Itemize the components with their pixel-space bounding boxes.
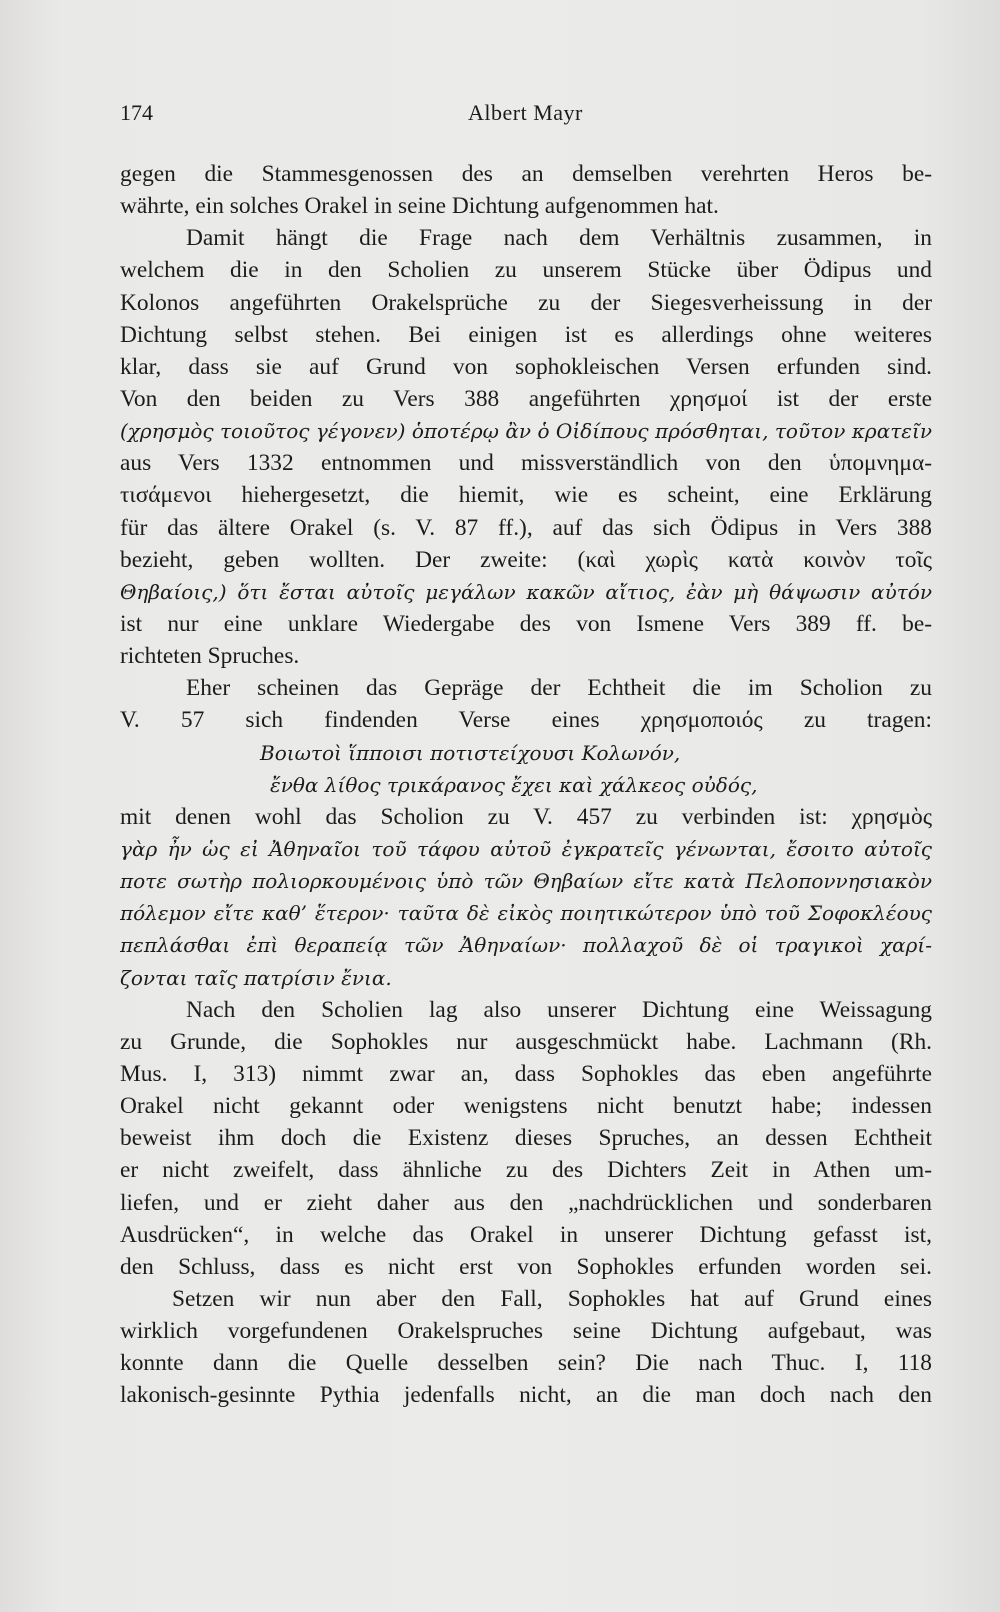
text-line: ist nur eine unklare Wiedergabe des von Ismene Vers 389 ff. be-	[120, 610, 932, 637]
text-line: V. 57 sich findenden Verse eines χρησμοποιός zu tragen:	[120, 707, 932, 734]
text-line: τισάμενοι hiehergesetzt, die hiemit, wie es scheint, eine Erklärung	[120, 482, 932, 509]
text-line: den Schluss, dass es nicht erst von Sophokles erfunden worden sei.	[120, 1253, 932, 1280]
text-line: mit denen wohl das Scholion zu V. 457 zu verbinden ist: χρησμὸς	[120, 803, 932, 830]
text-line: Orakel nicht gekannt oder wenigstens nicht benutzt habe; indessen	[120, 1093, 932, 1120]
page-header	[120, 100, 930, 130]
text-line: lakonisch-gesinnte Pythia jedenfalls nicht, an die man doch nach den	[120, 1382, 932, 1409]
text-line: für das ältere Orakel (s. V. 87 ff.), auf das sich Ödipus in Vers 388	[120, 514, 932, 541]
greek-text-line: (χρησμὸς τοιοῦτος γέγονεν) ὁποτέρῳ ἂν ὁ Οἰδίπους πρόσθηται, τοῦτον κρατεῖν	[120, 419, 932, 444]
text-line: Damit hängt die Frage nach dem Verhältnis zusammen, in	[186, 225, 932, 252]
text-line: konnte dann die Quelle desselben sein? Die nach Thuc. I, 118	[120, 1350, 932, 1377]
text-line: gegen die Stammesgenossen des an demselben verehrten Heros be-	[120, 161, 932, 187]
text-line: welchem die in den Scholien zu unserem Stücke über Ödipus und	[120, 257, 932, 284]
text-line: Kolonos angeführten Orakelsprüche zu der Siegesverheissung in der	[120, 289, 932, 316]
text-line: zu Grunde, die Sophokles nur ausgeschmückt habe. Lachmann (Rh.	[120, 1028, 932, 1055]
greek-text-line: πόλεμον εἴτε καθ’ ἕτερον· ταῦτα δὲ εἰκὸς ποιητικώτερον ὑπὸ τοῦ Σοφοκλέους	[120, 901, 932, 926]
text-line: aus Vers 1332 entnommen und missverständlich von den ὑπομνημα-	[120, 450, 932, 477]
text-line: liefen, und er zieht daher aus den „nachdrücklichen und sonderbaren	[120, 1189, 932, 1216]
text-line: Nach den Scholien lag also unserer Dichtung eine Weissagung	[186, 996, 932, 1023]
oracle-verse-line: ἔνθα λίθος τρικάρανος ἔχει καὶ χάλκεος οὐδός,	[270, 772, 758, 797]
text-line: wirklich vorgefundenen Orakelspruches seine Dichtung aufgebaut, was	[120, 1318, 932, 1345]
text-line: beweist ihm doch die Existenz dieses Spruches, an dessen Echtheit	[120, 1125, 932, 1152]
oracle-verse-line: Βοιωτοὶ ἵπποισι ποτιστείχουσι Κολωνόν,	[260, 740, 681, 765]
text-line: Mus. I, 313) nimmt zwar an, dass Sophokles das eben angeführte	[120, 1060, 932, 1087]
text-line: er nicht zweifelt, dass ähnliche zu des Dichters Zeit in Athen um-	[120, 1157, 932, 1184]
text-line: klar, dass sie auf Grund von sophokleischen Versen erfunden sind.	[120, 353, 932, 380]
text-line: richteten Spruches.	[120, 643, 300, 670]
running-head: Albert Mayr	[468, 100, 583, 125]
greek-text-line: γὰρ ἦν ὡς εἰ Ἀθηναῖοι τοῦ τάφου αὐτοῦ ἐγκρατεῖς γένωνται, ἔσοιτο αὐτοῖς	[120, 836, 932, 861]
page-number: 174	[120, 100, 153, 125]
text-line: Von den beiden zu Vers 388 angeführten χρησμοί ist der erste	[120, 385, 932, 412]
text-line: währte, ein solches Orakel in seine Dichtung aufgenommen hat.	[120, 193, 719, 220]
text-line: Setzen wir nun aber den Fall, Sophokles hat auf Grund eines	[172, 1285, 932, 1312]
greek-text-line: ποτε σωτὴρ πολιορκουμένοις ὑπὸ τῶν Θηβαίων εἴτε κατὰ Πελοποννησιακὸν	[120, 869, 932, 894]
greek-text-line: πεπλάσθαι ἐπὶ θεραπείᾳ τῶν Ἀθηναίων· πολλαχοῦ δὲ οἱ τραγικοὶ χαρί-	[120, 933, 932, 958]
text-line: Eher scheinen das Gepräge der Echtheit die im Scholion zu	[186, 675, 932, 702]
body-text	[120, 158, 932, 1411]
text-line: Dichtung selbst stehen. Bei einigen ist es allerdings ohne weiteres	[120, 321, 932, 348]
greek-text-line: Θηβαίοις,) ὅτι ἔσται αὐτοῖς μεγάλων κακῶν αἴτιος, ἐὰν μὴ θάψωσιν αὐτόν	[120, 579, 932, 604]
text-line: Ausdrücken“, in welche das Orakel in unserer Dichtung gefasst ist,	[120, 1221, 932, 1248]
text-line: bezieht, geben wollten. Der zweite: (καὶ χωρὶς κατὰ κοινὸν τοῖς	[120, 546, 932, 573]
greek-text-line: ζονται ταῖς πατρίσιν ἔνια.	[120, 965, 392, 990]
